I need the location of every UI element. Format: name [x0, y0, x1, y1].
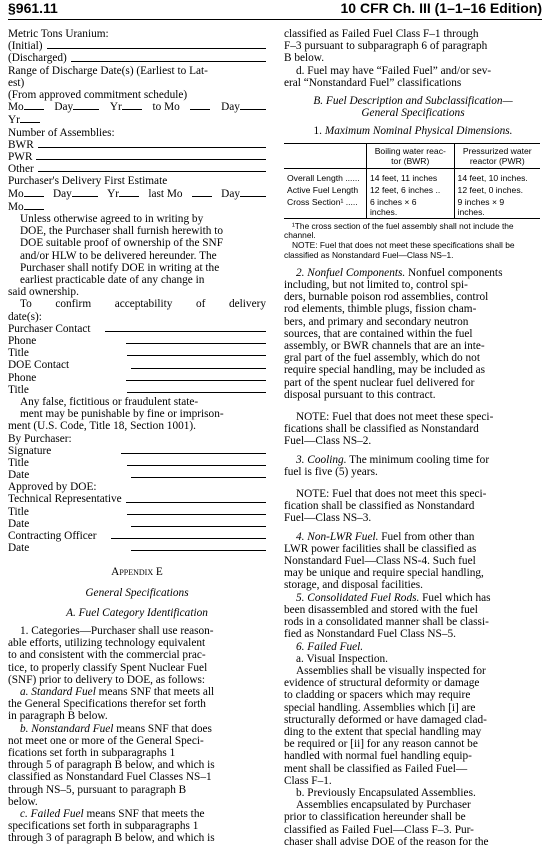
ownership-paragraph: Unless otherwise agreed to in writing by DOE, the Purchaser shall furnish herewith to DOE suitable proof of ownership of the SNF and/or HLW to be delivered hereunder. The Purchaser shall notify DOE in writing at the earliest practicable date of any change in said ownership.	[8, 212, 224, 299]
cooling-paragraph: 3. Cooling. The minimum cooling time for fuel is five (5) years.	[284, 453, 490, 478]
confirm-label: To confirm acceptability of delivery	[20, 298, 266, 311]
categories-paragraph: 1. Categories—Purchaser shall use reason- able efforts, utilizing technology equivalent to and consistent with the commercial prac- tice, to properly classify Spent Nuclear Fuel (SNF) prior to delivery to DOE, as follows:	[8, 625, 214, 686]
assemblies-paragraph: Assemblies shall be visually inspected for evidence of structural deformity or damage to cladding or spacers which may require special handling. Assemblies which [i] are structurally deformed or have damaged clad- ding to the extent that special handling may be required or [ii] for any reason cannot be handled with normal fuel handling equip- ment shall be classified as Failed Fuel— Class F–1.	[284, 664, 487, 787]
previously-encapsulated-paragraph: Assemblies encapsulated by Purchaser prior to classification hereunder shall be classified as Failed Fuel—Class F–3. Pur- chaser shall advise DOE of the reason for the	[284, 799, 489, 848]
table-note: NOTE: Fuel that does not meet these specifications shall be classified as Nonstandard Fuel—Class NS–1.	[284, 240, 515, 261]
signature-date-field: Date	[8, 469, 266, 481]
standard-fuel-paragraph: a. Standard Fuel means SNF that meets all the General Specifications therefor set forth in paragraph B below.	[8, 686, 215, 723]
bwr-column-header: Boiling water reac- tor (BWR)	[367, 143, 455, 168]
previously-encapsulated-heading: b. Previously Encapsulated Assemblies.	[296, 786, 476, 799]
fuel-description-heading-cont: General Specifications	[361, 107, 465, 120]
pwr-field: PWR	[8, 151, 266, 163]
false-statement-paragraph: Any false, fictitious or fraudulent state- ment may be punishable by fine or imprison- ment (U.S. Code, Title 18, Section 1001).	[8, 395, 224, 433]
header-rule	[8, 19, 542, 20]
range-label: Range of Discharge Date(s) (Earliest to Lat-	[8, 64, 208, 77]
approved-by-label: Approved by DOE:	[8, 481, 97, 494]
title-edition: 10 CFR Ch. III (1–1–16 Edition)	[340, 0, 542, 16]
contracting-date-field: Date	[8, 542, 266, 554]
note-ns3: NOTE: Fuel that does not meet this speci- fication shall be classified as Nonstandard Fuel—Class NS–3.	[284, 488, 487, 525]
confirm-label-cont: date(s):	[8, 310, 42, 323]
failed-fuel-heading: 6. Failed Fuel.	[296, 640, 364, 653]
table-row: Overall Length ...... 14 feet, 11 inches 14 feet, 10 inches.	[284, 168, 540, 184]
table-footnote: ¹The cross section of the fuel assembly shall not include the channel.	[284, 220, 514, 241]
mo-label: Mo	[8, 200, 266, 213]
tech-rep-title-field: Title	[8, 506, 266, 518]
estimate-date-field: Mo Day Yr last Mo Day	[8, 188, 266, 200]
purchaser-title-field: Title	[8, 347, 266, 359]
range-label-cont: est)	[8, 76, 25, 89]
other-field: Other	[8, 163, 266, 175]
pwr-column-header: Pressurized water reactor (PWR)	[454, 143, 540, 168]
failed-fuel-continued: classified as Failed Fuel Class F–1 through F–3 pursuant to subparagraph 6 of paragraph B below.	[284, 28, 488, 65]
general-specs-heading: General Specifications	[85, 586, 189, 599]
note-ns2: NOTE: Fuel that does not meet these speci- fications shall be classified as Nonstandard Fuel—Class NS–2.	[284, 411, 494, 448]
contracting-officer-field: Contracting Officer	[8, 530, 266, 542]
initial-field: (Initial)	[8, 40, 266, 52]
discharge-date-field: Mo Day Yr to Mo Day	[8, 101, 266, 113]
paragraph-d: d. Fuel may have “Failed Fuel” and/or sev- eral “Nonstandard Fuel” classifications	[284, 64, 492, 89]
right-column	[284, 28, 542, 848]
visual-inspection-heading: a. Visual Inspection.	[296, 652, 388, 665]
tech-rep-field: Technical Representative	[8, 493, 266, 505]
purchaser-phone-field: Phone	[8, 335, 266, 347]
failed-fuel-paragraph: c. Failed Fuel means SNF that meets the specifications set forth in subparagraphs 1 through 3 of paragraph B below, and which is	[8, 808, 215, 845]
tech-rep-date-field: Date	[8, 518, 266, 530]
bwr-field: BWR	[8, 139, 266, 151]
max-dimensions-heading: 1. Maximum Nominal Physical Dimensions.	[313, 125, 513, 138]
section-number: §961.11	[8, 0, 58, 16]
consolidated-paragraph: 5. Consolidated Fuel Rods. Fuel which has been disassembled and stored with the fuel rods in a consolidated manner shall be classi- fied as Nonstandard Fuel Class NS–5.	[284, 591, 491, 641]
purchaser-contact-field: Purchaser Contact	[8, 323, 266, 335]
nonfuel-paragraph: 2. Nonfuel Components. Nonfuel components including, but not limited to, control spi- ders, burnable poison rod assemblies, control rod elements, thimble plugs, fission cham- bers, and primary and secondary neutron sources, that are contained within the fuel assembly, or BWR channels that are an inte- gral part of the fuel assembly, which do not require special handling, may be included as part of the spent nuclear fuel delivered for disposal pursuant to this contract.	[284, 266, 503, 401]
table-row: Cross Section¹ ..... 6 inches × 6 inches. 9 inches × 9 inches.	[284, 196, 540, 219]
discharged-field: (Discharged)	[8, 52, 266, 64]
doe-contact-field: DOE Contact	[8, 359, 266, 371]
appendix-heading: Appendix E	[111, 566, 163, 579]
by-purchaser-label: By Purchaser:	[8, 432, 72, 445]
yr-label: Yr	[8, 113, 266, 126]
fuel-category-heading: A. Fuel Category Identification	[66, 606, 208, 619]
num-assemblies-label: Number of Assemblies:	[8, 126, 115, 139]
fuel-description-heading: B. Fuel Description and Subclassification—	[313, 95, 513, 108]
dimensions-table	[284, 143, 540, 219]
table-row: Active Fuel Length 12 feet, 6 inches .. 12 feet, 0 inches.	[284, 184, 540, 196]
doe-title-field: Title	[8, 384, 266, 396]
first-estimate-label: Purchaser's Delivery First Estimate	[8, 175, 168, 188]
mtu-label: Metric Tons Uranium:	[8, 28, 109, 40]
non-lwr-paragraph: 4. Non-LWR Fuel. Fuel from other than LWR power facilities shall be classified as Nonstandard Fuel—Class NS-4. Such fuel may be unique and require special handling, storage, and disposal facilities.	[284, 530, 484, 592]
signature-field: Signature	[8, 445, 266, 457]
from-approved-label: (From approved commitment schedule)	[8, 88, 188, 101]
doe-phone-field: Phone	[8, 372, 266, 384]
nonstandard-fuel-paragraph: b. Nonstandard Fuel means SNF that does not meet one or more of the General Speci- fications set forth in subparagraphs 1 through 5 of paragraph B below, and which is classified as Nonstandard Fuel Classes NS–1 through NS–5, pursuant to paragraph B below.	[8, 722, 215, 808]
signature-title-field: Title	[8, 457, 266, 469]
left-column	[8, 28, 266, 845]
running-header	[8, 0, 542, 18]
